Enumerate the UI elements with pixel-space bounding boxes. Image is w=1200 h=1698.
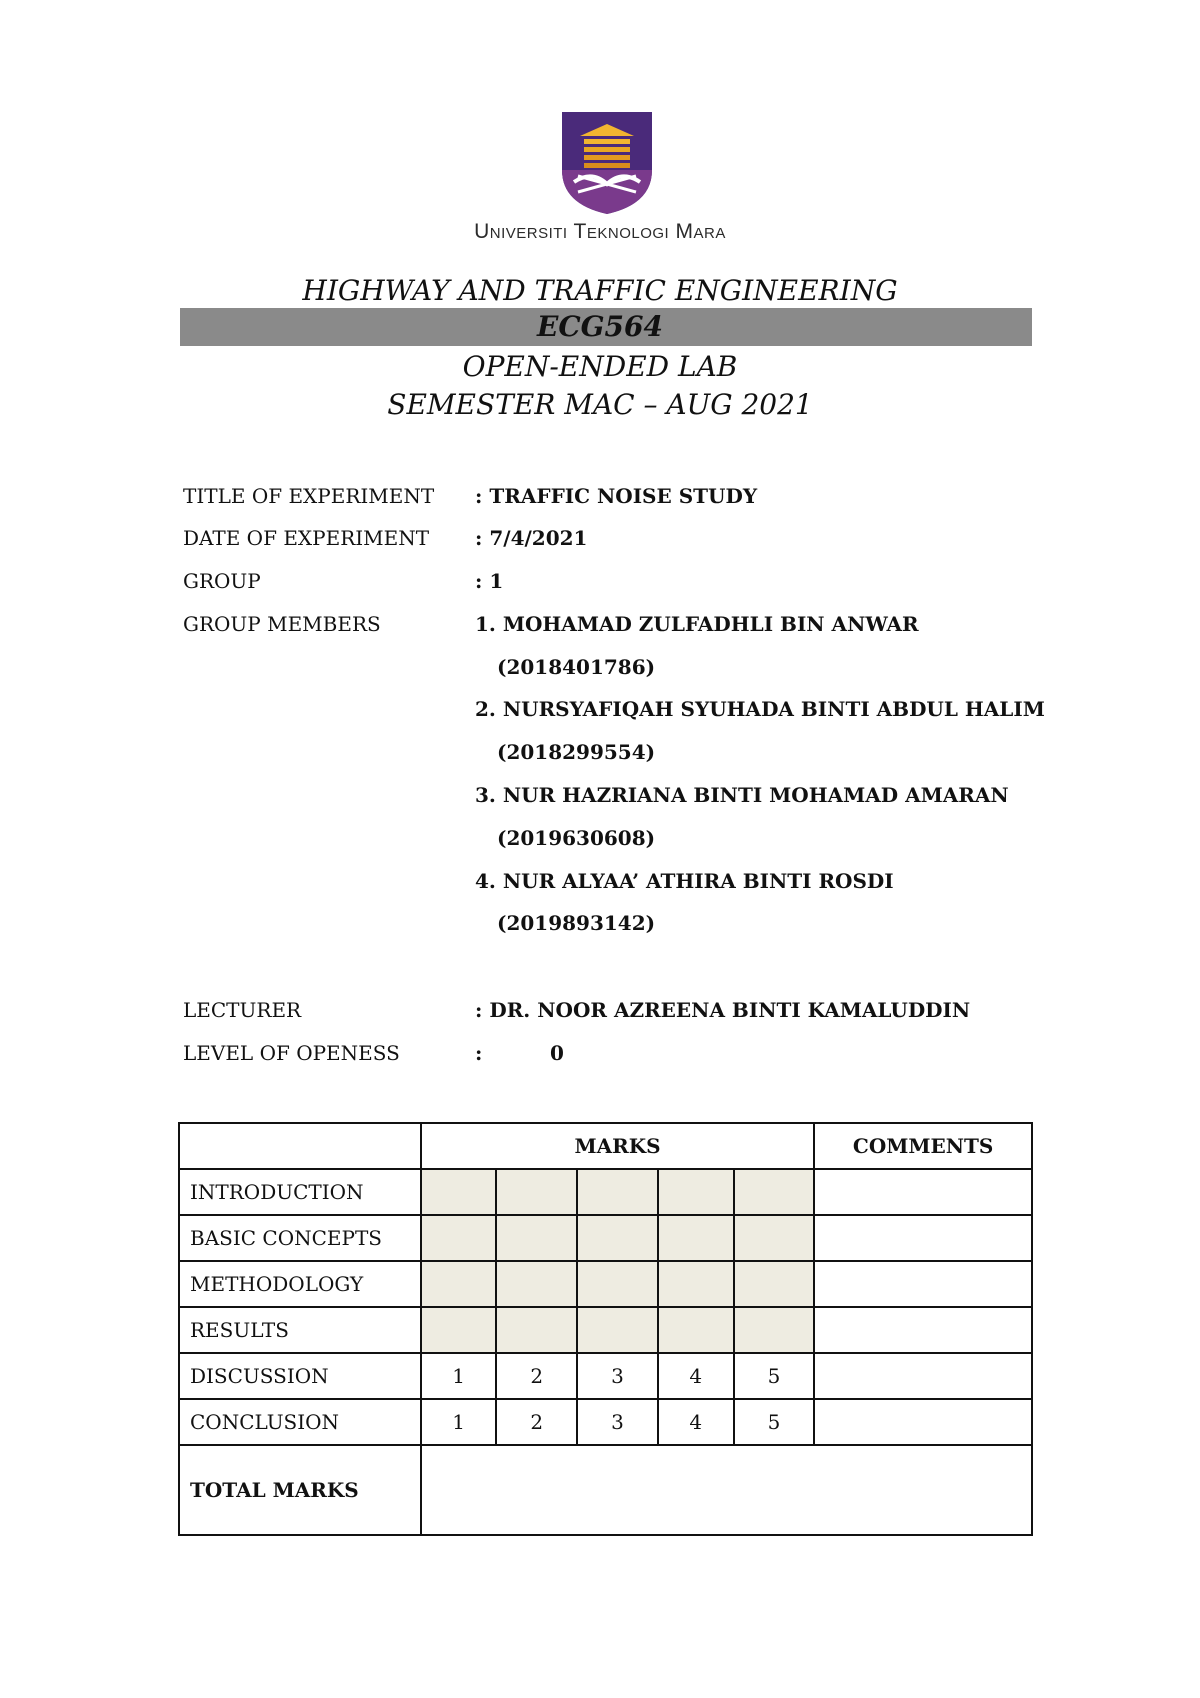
score-cell[interactable] (496, 1169, 577, 1215)
table-row (179, 1215, 1032, 1261)
comment-cell[interactable] (814, 1261, 1032, 1307)
header-empty-cell (179, 1123, 421, 1169)
score-cell[interactable] (577, 1307, 658, 1353)
score-cell[interactable] (658, 1215, 734, 1261)
comments-header: COMMENTS (814, 1123, 1032, 1169)
course-title: HIGHWAY AND TRAFFIC ENGINEERING (302, 274, 898, 307)
lab-type: OPEN-ENDED LAB (462, 350, 738, 383)
row-label: INTRODUCTION (179, 1169, 421, 1215)
score-cell[interactable] (734, 1169, 815, 1215)
score-cell[interactable]: 3 (577, 1399, 658, 1445)
member-id: (2018401786) (497, 655, 656, 679)
course-code: ECG564 (537, 310, 663, 343)
group-label: GROUP (183, 569, 261, 593)
score-cell[interactable] (496, 1261, 577, 1307)
score-cell[interactable]: 4 (658, 1399, 734, 1445)
score-cell[interactable] (421, 1169, 497, 1215)
member-name: 2. NURSYAFIQAH SYUHADA BINTI ABDUL HALIM (475, 697, 1045, 721)
total-value-cell[interactable] (421, 1445, 1032, 1535)
date-value: : 7/4/2021 (475, 526, 588, 550)
score-cell[interactable] (658, 1307, 734, 1353)
score-cell[interactable]: 3 (577, 1353, 658, 1399)
comment-cell[interactable] (814, 1215, 1032, 1261)
member-id: (2019630608) (497, 826, 656, 850)
row-label: RESULTS (179, 1307, 421, 1353)
member-id: (2018299554) (497, 740, 656, 764)
score-cell[interactable]: 5 (734, 1399, 815, 1445)
score-cell[interactable] (734, 1307, 815, 1353)
row-label: METHODOLOGY (179, 1261, 421, 1307)
score-cell[interactable]: 2 (496, 1353, 577, 1399)
member-id: (2019893142) (497, 911, 656, 935)
score-cell[interactable] (577, 1215, 658, 1261)
openness-label: LEVEL OF OPENESS (183, 1041, 400, 1065)
score-cell[interactable]: 1 (421, 1353, 497, 1399)
date-label: DATE OF EXPERIMENT (183, 526, 430, 550)
table-row (179, 1353, 1032, 1399)
score-cell[interactable] (658, 1261, 734, 1307)
title-value: : TRAFFIC NOISE STUDY (475, 484, 758, 508)
lecturer-label: LECTURER (183, 998, 302, 1022)
marks-table (178, 1122, 1033, 1536)
total-label: TOTAL MARKS (179, 1445, 421, 1535)
row-label: BASIC CONCEPTS (179, 1215, 421, 1261)
score-cell[interactable] (421, 1215, 497, 1261)
score-cell[interactable] (421, 1261, 497, 1307)
score-cell[interactable] (496, 1215, 577, 1261)
university-name: Universiti Teknologi Mara (474, 220, 726, 243)
score-cell[interactable]: 1 (421, 1399, 497, 1445)
members-label: GROUP MEMBERS (183, 612, 381, 636)
table-row (179, 1307, 1032, 1353)
row-label: DISCUSSION (179, 1353, 421, 1399)
score-cell[interactable]: 4 (658, 1353, 734, 1399)
comment-cell[interactable] (814, 1307, 1032, 1353)
comment-cell[interactable] (814, 1169, 1032, 1215)
row-label: CONCLUSION (179, 1399, 421, 1445)
title-label: TITLE OF EXPERIMENT (183, 484, 435, 508)
comment-cell[interactable] (814, 1399, 1032, 1445)
score-cell[interactable]: 5 (734, 1353, 815, 1399)
table-row (179, 1399, 1032, 1445)
score-cell[interactable] (421, 1307, 497, 1353)
group-value: : 1 (475, 569, 504, 593)
score-cell[interactable] (577, 1169, 658, 1215)
openness-colon: : (475, 1041, 483, 1065)
member-name: 3. NUR HAZRIANA BINTI MOHAMAD AMARAN (475, 783, 1009, 807)
total-row (179, 1445, 1032, 1535)
table-row (179, 1261, 1032, 1307)
university-logo (562, 112, 652, 214)
score-cell[interactable] (496, 1307, 577, 1353)
comment-cell[interactable] (814, 1353, 1032, 1399)
marks-header: MARKS (421, 1123, 815, 1169)
member-name: 1. MOHAMAD ZULFADHLI BIN ANWAR (475, 612, 919, 636)
table-header-row (179, 1123, 1032, 1169)
member-name: 4. NUR ALYAA’ ATHIRA BINTI ROSDI (475, 869, 894, 893)
table-row (179, 1169, 1032, 1215)
score-cell[interactable] (734, 1215, 815, 1261)
openness-value: 0 (550, 1041, 564, 1065)
score-cell[interactable] (577, 1261, 658, 1307)
score-cell[interactable] (734, 1261, 815, 1307)
score-cell[interactable] (658, 1169, 734, 1215)
score-cell[interactable]: 2 (496, 1399, 577, 1445)
lecturer-value: : DR. NOOR AZREENA BINTI KAMALUDDIN (475, 998, 971, 1022)
semester: SEMESTER MAC – AUG 2021 (387, 388, 813, 421)
